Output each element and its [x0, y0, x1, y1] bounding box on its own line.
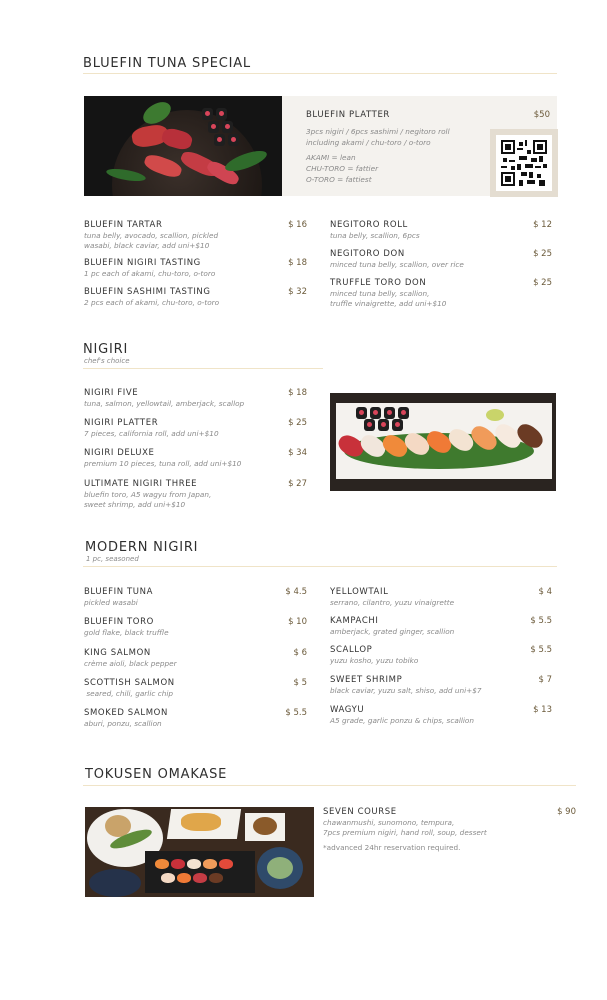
- item-price: $ 6: [293, 648, 307, 658]
- item-description: 7pcs premium nigiri, hand roll, soup, dessert: [323, 828, 487, 837]
- item-name: NEGITORO DON: [330, 249, 405, 259]
- item-description: wasabi, black caviar, add uni+$10: [84, 241, 210, 250]
- item-description: truffle vinaigrette, add uni+$10: [330, 299, 447, 308]
- menu-item: [330, 705, 552, 726]
- menu-item: [323, 807, 576, 853]
- menu-item: [84, 678, 307, 699]
- section-title-modern-nigiri: MODERN NIGIRI: [85, 540, 199, 555]
- item-description: minced tuna belly, scallion,: [330, 289, 430, 298]
- item-description: 1 pc each of akami, chu-toro, o-toro: [84, 269, 216, 278]
- menu-item: [84, 418, 307, 439]
- item-description: seared, chili, garlic chip: [84, 689, 173, 698]
- item-price: $ 5.5: [285, 708, 307, 718]
- item-name: BLUEFIN TARTAR: [84, 220, 163, 230]
- menu-item: [84, 617, 307, 638]
- item-description: sweet shrimp, add uni+$10: [84, 500, 186, 509]
- menu-item: [84, 220, 307, 251]
- qr-code-icon[interactable]: [501, 140, 547, 186]
- item-name: NIGIRI DELUXE: [84, 448, 155, 458]
- legend-line: CHU-TORO = fattier: [306, 164, 379, 173]
- menu-item: [330, 278, 552, 309]
- item-price: $ 13: [533, 705, 552, 715]
- menu-item: [84, 587, 307, 608]
- menu-item: [84, 448, 307, 469]
- item-description: amberjack, grated ginger, scallion: [330, 627, 455, 636]
- item-description: minced tuna belly, scallion, over rice: [330, 260, 464, 269]
- item-name: NIGIRI FIVE: [84, 388, 139, 398]
- item-price: $ 5.5: [530, 645, 552, 655]
- item-price: $50: [533, 110, 550, 120]
- item-description: 2 pcs each of akami, chu-toro, o-toro: [84, 298, 220, 307]
- menu-item: [330, 645, 552, 666]
- item-name: TRUFFLE TORO DON: [330, 278, 427, 288]
- item-price: $ 18: [288, 388, 307, 398]
- item-description: chawanmushi, sunomono, tempura,: [323, 818, 455, 827]
- item-description: gold flake, black truffle: [84, 628, 169, 637]
- menu-item: [330, 587, 552, 608]
- menu-item: [84, 708, 307, 729]
- item-description: pickled wasabi: [84, 598, 138, 607]
- item-price: $ 34: [288, 448, 307, 458]
- menu-item: [330, 220, 552, 241]
- item-description: crème aioli, black pepper: [84, 659, 177, 668]
- item-name: SWEET SHRIMP: [330, 675, 403, 685]
- item-price: $ 32: [288, 287, 307, 297]
- item-price: $ 90: [557, 807, 576, 817]
- item-description: black caviar, yuzu salt, shiso, add uni+$7: [330, 686, 482, 695]
- item-name: SCOTTISH SALMON: [84, 678, 175, 688]
- section-title-nigiri: NIGIRI: [83, 342, 129, 357]
- reservation-note: *advanced 24hr reservation required.: [323, 843, 461, 852]
- menu-item: [84, 258, 307, 279]
- item-description: bluefin toro, A5 wagyu from Japan,: [84, 490, 212, 499]
- item-price: $ 25: [288, 418, 307, 428]
- item-price: $ 5.5: [530, 616, 552, 626]
- menu-item: [330, 616, 552, 637]
- menu-item: [84, 388, 307, 409]
- item-name: BLUEFIN TORO: [84, 617, 154, 627]
- item-price: $ 18: [288, 258, 307, 268]
- item-description: 7 pieces, california roll, add uni+$10: [84, 429, 219, 438]
- item-name: ULTIMATE NIGIRI THREE: [84, 479, 198, 489]
- item-name: SMOKED SALMON: [84, 708, 168, 718]
- item-price: $ 27: [288, 479, 307, 489]
- item-name: KAMPACHI: [330, 616, 379, 626]
- legend-line: O-TORO = fattiest: [306, 175, 372, 184]
- item-price: $ 25: [533, 278, 552, 288]
- menu-item: [330, 675, 552, 696]
- item-description: premium 10 pieces, tuna roll, add uni+$10: [84, 459, 242, 468]
- item-name: BLUEFIN NIGIRI TASTING: [84, 258, 201, 268]
- section-divider: [83, 368, 323, 369]
- item-description: A5 grade, garlic ponzu & chips, scallion: [330, 716, 475, 725]
- section-title-bluefin: BLUEFIN TUNA SPECIAL: [83, 56, 251, 71]
- item-name: KING SALMON: [84, 648, 151, 658]
- section-subtitle: 1 pc, seasoned: [86, 555, 139, 563]
- item-description: including akami / chu-toro / o-toro: [306, 138, 431, 147]
- bluefin-platter-panel: [282, 96, 557, 196]
- menu-item: [84, 648, 307, 669]
- item-name: SCALLOP: [330, 645, 373, 655]
- menu-item: [330, 249, 552, 270]
- item-price: $ 12: [533, 220, 552, 230]
- item-description: serrano, cilantro, yuzu vinaigrette: [330, 598, 455, 607]
- section-subtitle: chef's choice: [84, 357, 130, 365]
- item-name: NIGIRI PLATTER: [84, 418, 159, 428]
- item-description: tuna belly, avocado, scallion, pickled: [84, 231, 219, 240]
- omakase-spread-photo: [85, 807, 314, 897]
- item-price: $ 5: [293, 678, 307, 688]
- item-price: $ 7: [538, 675, 552, 685]
- item-description: 3pcs nigiri / 6pcs sashimi / negitoro roll: [306, 127, 450, 136]
- item-price: $ 16: [288, 220, 307, 230]
- section-title-omakase: TOKUSEN OMAKASE: [85, 767, 228, 782]
- item-name: WAGYU: [330, 705, 365, 715]
- section-divider: [83, 785, 576, 786]
- section-divider: [83, 73, 557, 74]
- item-name: BLUEFIN PLATTER: [306, 110, 390, 120]
- nigiri-platter-photo: [330, 393, 556, 491]
- item-name: SEVEN COURSE: [323, 807, 397, 817]
- item-name: YELLOWTAIL: [330, 587, 389, 597]
- bluefin-platter-photo: [84, 96, 282, 196]
- item-price: $ 4.5: [285, 587, 307, 597]
- item-description: yuzu kosho, yuzu tobiko: [330, 656, 419, 665]
- item-price: $ 25: [533, 249, 552, 259]
- item-price: $ 10: [288, 617, 307, 627]
- menu-item: [84, 287, 307, 308]
- item-description: tuna, salmon, yellowtail, amberjack, scallop: [84, 399, 245, 408]
- item-name: NEGITORO ROLL: [330, 220, 408, 230]
- item-name: BLUEFIN SASHIMI TASTING: [84, 287, 211, 297]
- menu-item: [84, 479, 307, 510]
- legend-line: AKAMI = lean: [306, 153, 356, 162]
- item-price: $ 4: [538, 587, 552, 597]
- qr-code-frame: [490, 129, 558, 197]
- item-description: tuna belly, scallion, 6pcs: [330, 231, 420, 240]
- item-name: BLUEFIN TUNA: [84, 587, 153, 597]
- item-description: aburi, ponzu, scallion: [84, 719, 162, 728]
- section-divider: [83, 566, 557, 567]
